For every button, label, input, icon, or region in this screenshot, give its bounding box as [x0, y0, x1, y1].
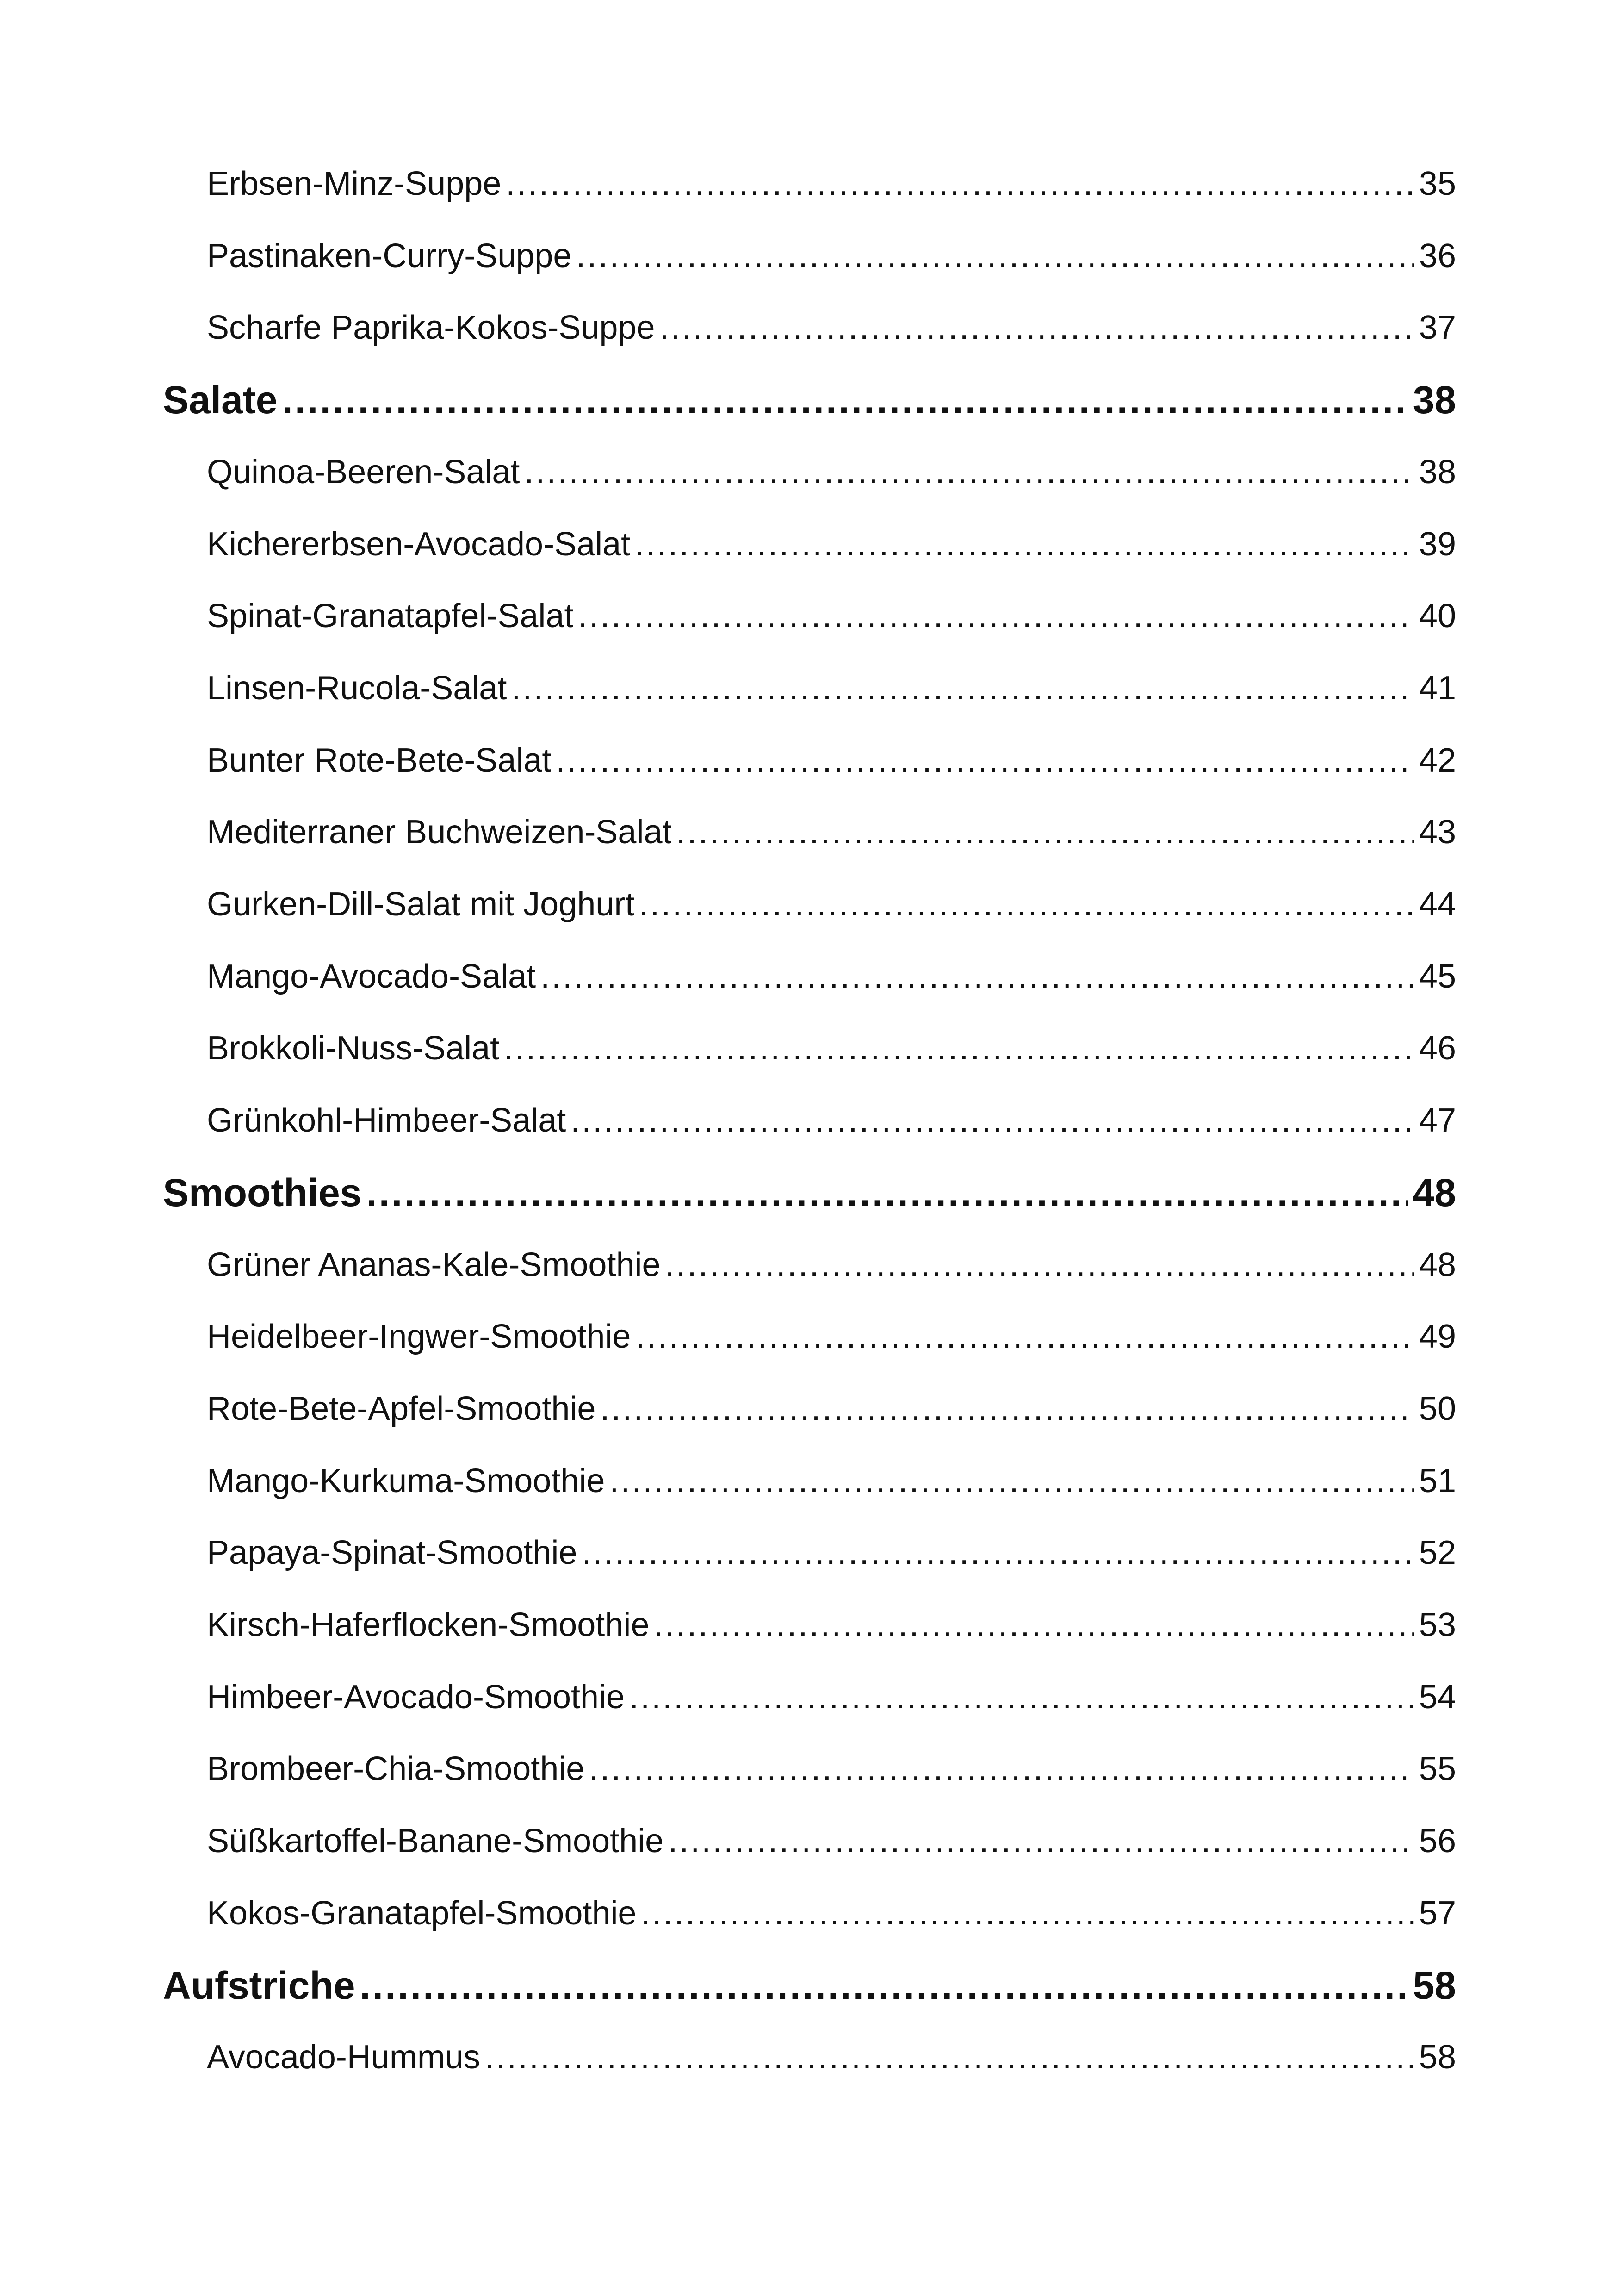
toc-entry-title: Brokkoli-Nuss-Salat: [207, 1030, 500, 1067]
dot-leader: [676, 811, 1414, 853]
toc-page-number: 54: [1419, 1679, 1456, 1716]
toc-entry-row: [207, 523, 1456, 565]
toc-entry-row: [207, 1244, 1456, 1286]
dot-leader: [654, 1604, 1414, 1646]
toc-entry-title: Himbeer-Avocado-Smoothie: [207, 1679, 625, 1716]
toc-entry-row: [207, 1892, 1456, 1934]
toc-entry-title: Erbsen-Minz-Suppe: [207, 165, 502, 202]
toc-entry-row: [207, 811, 1456, 853]
toc-entry-row: [207, 1820, 1456, 1862]
dot-leader: [282, 377, 1408, 423]
toc-entry-row: [207, 235, 1456, 277]
toc-entry-row: [207, 740, 1456, 781]
toc-entry-row: [207, 884, 1456, 925]
toc-page-number: 37: [1419, 309, 1456, 346]
toc-page-number: 46: [1419, 1030, 1456, 1067]
toc-entry-title: Bunter Rote-Bete-Salat: [207, 742, 552, 779]
toc-page-number: 51: [1419, 1462, 1456, 1500]
toc-entry-title: Avocado-Hummus: [207, 2039, 480, 2076]
toc-page-number: 52: [1419, 1534, 1456, 1571]
dot-leader: [511, 667, 1414, 709]
toc-entry-row: [207, 1532, 1456, 1574]
toc-entry-row: [207, 956, 1456, 997]
dot-leader: [578, 595, 1414, 637]
toc-entry-title: Gurken-Dill-Salat mit Joghurt: [207, 886, 635, 923]
toc-entry-title: Rote-Bete-Apfel-Smoothie: [207, 1390, 596, 1427]
toc-entry-row: [207, 1460, 1456, 1502]
dot-leader: [360, 1962, 1408, 2009]
dot-leader: [485, 2036, 1414, 2078]
toc-page-number: 40: [1419, 597, 1456, 635]
dot-leader: [524, 451, 1414, 493]
toc-page-number: 39: [1419, 526, 1456, 563]
dot-leader: [570, 1100, 1414, 1141]
dot-leader: [556, 740, 1414, 781]
dot-leader: [665, 1244, 1414, 1286]
toc-entry-title: Kirsch-Haferflocken-Smoothie: [207, 1606, 650, 1643]
toc-entry-title: Pastinaken-Curry-Suppe: [207, 237, 572, 274]
toc-entry-title: Kokos-Granatapfel-Smoothie: [207, 1895, 637, 1932]
toc-entry-title: Mango-Kurkuma-Smoothie: [207, 1462, 605, 1500]
dot-leader: [609, 1460, 1414, 1502]
dot-leader: [635, 1316, 1414, 1357]
toc-entry-row: [207, 1316, 1456, 1357]
dot-leader: [576, 235, 1414, 277]
toc-page-number: 45: [1419, 958, 1456, 995]
toc-section-title: Salate: [163, 378, 278, 422]
toc-entry-row: [207, 1676, 1456, 1718]
toc-section-title: Smoothies: [163, 1171, 362, 1214]
toc-entry-title: Grünkohl-Himbeer-Salat: [207, 1102, 566, 1139]
dot-leader: [506, 163, 1414, 205]
toc-entry-row: [207, 163, 1456, 205]
toc-entry-title: Grüner Ananas-Kale-Smoothie: [207, 1246, 661, 1283]
toc-entry-title: Scharfe Paprika-Kokos-Suppe: [207, 309, 655, 346]
toc-entry-row: [207, 2036, 1456, 2078]
dot-leader: [504, 1027, 1414, 1069]
toc-page-number: 56: [1419, 1823, 1456, 1860]
toc-entry-row: [207, 1027, 1456, 1069]
toc-page-number: 50: [1419, 1390, 1456, 1427]
toc-entry-title: Brombeer-Chia-Smoothie: [207, 1750, 585, 1787]
toc-entry-row: [207, 1604, 1456, 1646]
toc-page-number: 57: [1419, 1895, 1456, 1932]
toc-page-number: 58: [1419, 2039, 1456, 2076]
toc-page-number: 53: [1419, 1606, 1456, 1643]
toc-entry-title: Quinoa-Beeren-Salat: [207, 454, 520, 491]
toc-entry-title: Süßkartoffel-Banane-Smoothie: [207, 1823, 664, 1860]
toc-entry-title: Kichererbsen-Avocado-Salat: [207, 526, 631, 563]
toc-entry-title: Mango-Avocado-Salat: [207, 958, 536, 995]
toc-page-number: 41: [1419, 670, 1456, 707]
toc-section-title: Aufstriche: [163, 1964, 355, 2007]
toc-entry-title: Heidelbeer-Ingwer-Smoothie: [207, 1318, 631, 1355]
toc-entry-title: Linsen-Rucola-Salat: [207, 670, 507, 707]
toc-entry-row: [207, 595, 1456, 637]
toc-page-number: 35: [1419, 165, 1456, 202]
dot-leader: [629, 1676, 1414, 1718]
toc-page-number: 55: [1419, 1750, 1456, 1787]
dot-leader: [635, 523, 1414, 565]
toc-entry-row: [207, 1388, 1456, 1430]
toc-entry-title: Mediterraner Buchweizen-Salat: [207, 814, 672, 851]
toc-entry-row: [207, 1748, 1456, 1790]
toc-entry-row: [207, 1100, 1456, 1141]
toc-page-number: 44: [1419, 886, 1456, 923]
toc-page-number: 38: [1413, 378, 1456, 422]
dot-leader: [660, 307, 1414, 348]
dot-leader: [366, 1170, 1408, 1216]
toc-section-row: [163, 1170, 1456, 1216]
dot-leader: [540, 956, 1414, 997]
toc-section-row: [163, 1962, 1456, 2009]
toc-page-number: 36: [1419, 237, 1456, 274]
toc-entry-title: Spinat-Granatapfel-Salat: [207, 597, 574, 635]
toc-page-number: 42: [1419, 742, 1456, 779]
toc-entry-row: [207, 307, 1456, 348]
toc-page-number: 38: [1419, 454, 1456, 491]
dot-leader: [639, 884, 1414, 925]
dot-leader: [668, 1820, 1414, 1862]
toc-page-number: 48: [1419, 1246, 1456, 1283]
dot-leader: [589, 1748, 1414, 1790]
toc-page-number: 47: [1419, 1102, 1456, 1139]
toc-page-number: 43: [1419, 814, 1456, 851]
toc-page-number: 58: [1413, 1964, 1456, 2007]
dot-leader: [600, 1388, 1414, 1430]
toc-page-number: 48: [1413, 1171, 1456, 1214]
toc-section-row: [163, 377, 1456, 423]
dot-leader: [641, 1892, 1414, 1934]
toc-entry-row: [207, 667, 1456, 709]
toc-entry-row: [207, 451, 1456, 493]
toc-page-number: 49: [1419, 1318, 1456, 1355]
toc-entry-title: Papaya-Spinat-Smoothie: [207, 1534, 577, 1571]
dot-leader: [582, 1532, 1414, 1574]
